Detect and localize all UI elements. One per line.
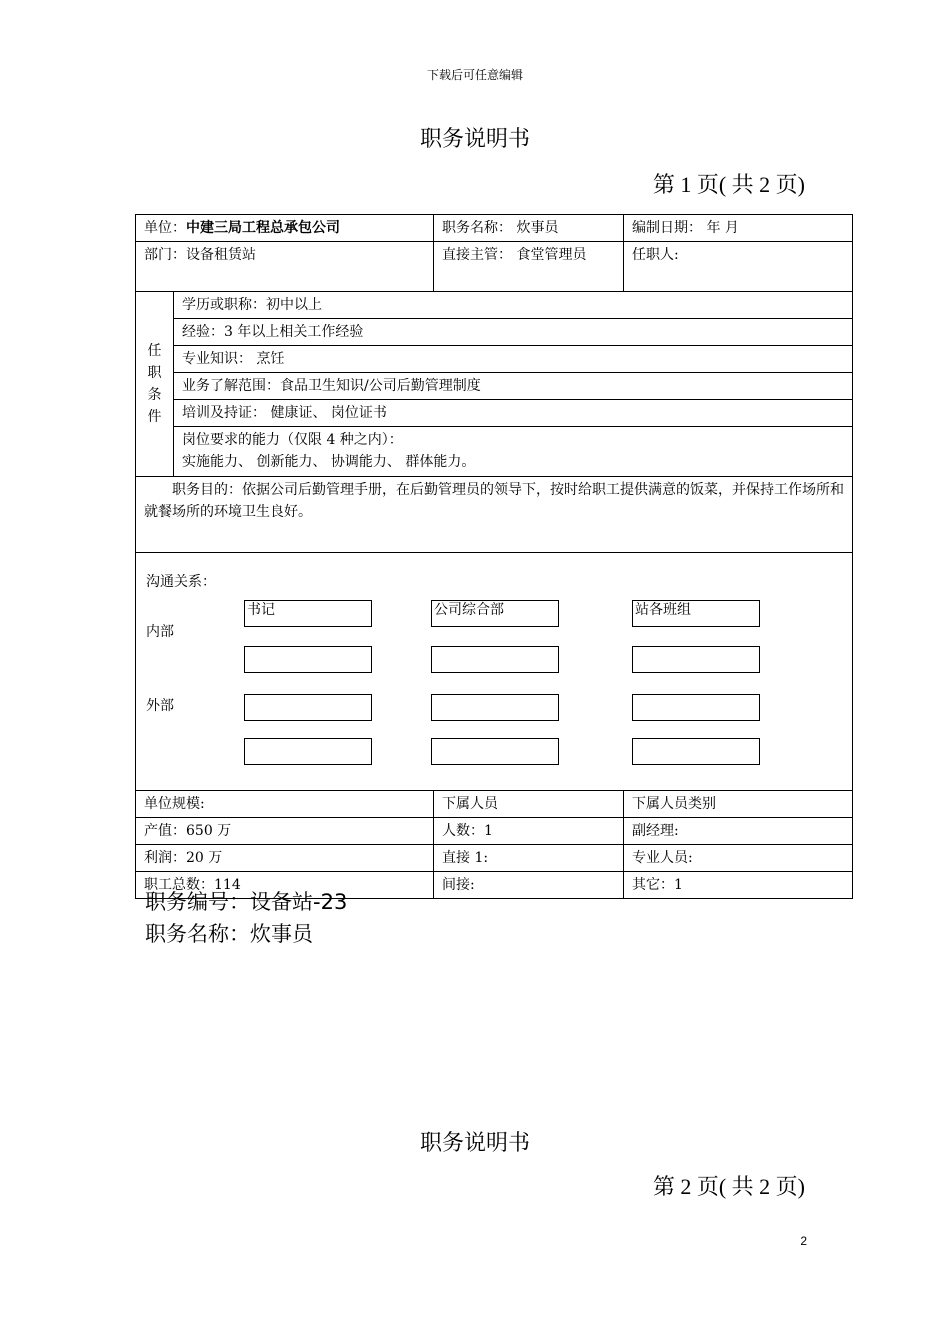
unit-label: 单位： xyxy=(144,220,186,236)
communication-title: 沟通关系： xyxy=(146,574,216,590)
ability-title: 岗位要求的能力（仅限 4 种之内）： xyxy=(182,432,403,448)
education-cell: 学历或职称：初中以上 xyxy=(174,292,853,319)
scale-cell: 利润：20 万 xyxy=(136,845,434,872)
dept-cell: 部门：设备租赁站 xyxy=(136,242,434,292)
experience-cell: 经验：3 年以上相关工作经验 xyxy=(174,319,853,346)
purpose-cell: 职务目的：依据公司后勤管理手册，在后勤管理员的领导下，按时给职工提供满意的饭菜，并保持工作场所和就餐场所的环境卫生良好。 xyxy=(136,477,853,553)
job-code: 职务编号：设备站-23 xyxy=(145,890,348,914)
contact-box-empty xyxy=(244,646,372,673)
contact-box-general-dept: 公司综合部 xyxy=(431,600,559,627)
training-cell: 培训及持证： 健康证、 岗位证书 xyxy=(174,400,853,427)
contact-box-empty xyxy=(244,738,372,765)
contact-box-empty xyxy=(431,738,559,765)
contact-box-empty xyxy=(431,694,559,721)
job-name-cell: 职务名称： 炊事员 xyxy=(434,215,624,242)
scale-cell: 专业人员: xyxy=(624,845,853,872)
external-label: 外部 xyxy=(146,698,174,714)
contact-box-empty xyxy=(244,694,372,721)
contact-box-empty xyxy=(632,738,760,765)
page-number: 2 xyxy=(800,1234,807,1248)
knowledge-cell: 专业知识： 烹饪 xyxy=(174,346,853,373)
scale-cell: 人数：1 xyxy=(434,818,624,845)
qual-char: 件 xyxy=(147,409,162,425)
business-cell: 业务了解范围：食品卫生知识/公司后勤管理制度 xyxy=(174,373,853,400)
ability-cell xyxy=(174,427,853,477)
date-cell: 编制日期： 年 月 xyxy=(624,215,853,242)
doc-title: 职务说明书 xyxy=(419,127,530,152)
contact-box-empty xyxy=(431,646,559,673)
contact-box-station-teams: 站各班组 xyxy=(632,600,760,627)
scale-cell: 副经理: xyxy=(624,818,853,845)
unit-value: 中建三局工程总承包公司 xyxy=(186,220,340,236)
incumbent-cell: 任职人: xyxy=(624,242,853,292)
subordinate-types-header: 下属人员类别 xyxy=(624,791,853,818)
scale-cell: 职工总数：114 xyxy=(136,872,434,899)
contact-box-empty xyxy=(632,694,760,721)
page-label-2: 第 2 页( 共 2 页) xyxy=(652,1174,805,1199)
ability-list: 实施能力、 创新能力、 协调能力、 群体能力。 xyxy=(182,454,476,470)
scale-cell: 直接 1: xyxy=(434,845,624,872)
doc-title-2: 职务说明书 xyxy=(419,1131,530,1156)
job-title-line: 职务名称：炊事员 xyxy=(145,922,313,946)
header-note: 下载后可任意编辑 xyxy=(426,68,523,82)
scale-cell: 产值：650 万 xyxy=(136,818,434,845)
scale-cell: 其它：1 xyxy=(624,872,853,899)
contact-box-empty xyxy=(632,646,760,673)
qual-char: 任 xyxy=(147,343,162,359)
scale-cell: 间接: xyxy=(434,872,624,899)
subordinates-header: 下属人员 xyxy=(434,791,624,818)
contact-box-secretary: 书记 xyxy=(244,600,372,627)
job-description-table xyxy=(135,214,853,899)
qualifications-label xyxy=(136,292,174,477)
unit-cell xyxy=(136,215,434,242)
qual-char: 条 xyxy=(147,387,162,403)
qual-char: 职 xyxy=(147,365,162,381)
communication-cell xyxy=(136,553,853,791)
page-label-1: 第 1 页( 共 2 页) xyxy=(652,172,805,197)
scale-header: 单位规模: xyxy=(136,791,434,818)
internal-label: 内部 xyxy=(146,624,174,640)
supervisor-cell: 直接主管： 食堂管理员 xyxy=(434,242,624,292)
